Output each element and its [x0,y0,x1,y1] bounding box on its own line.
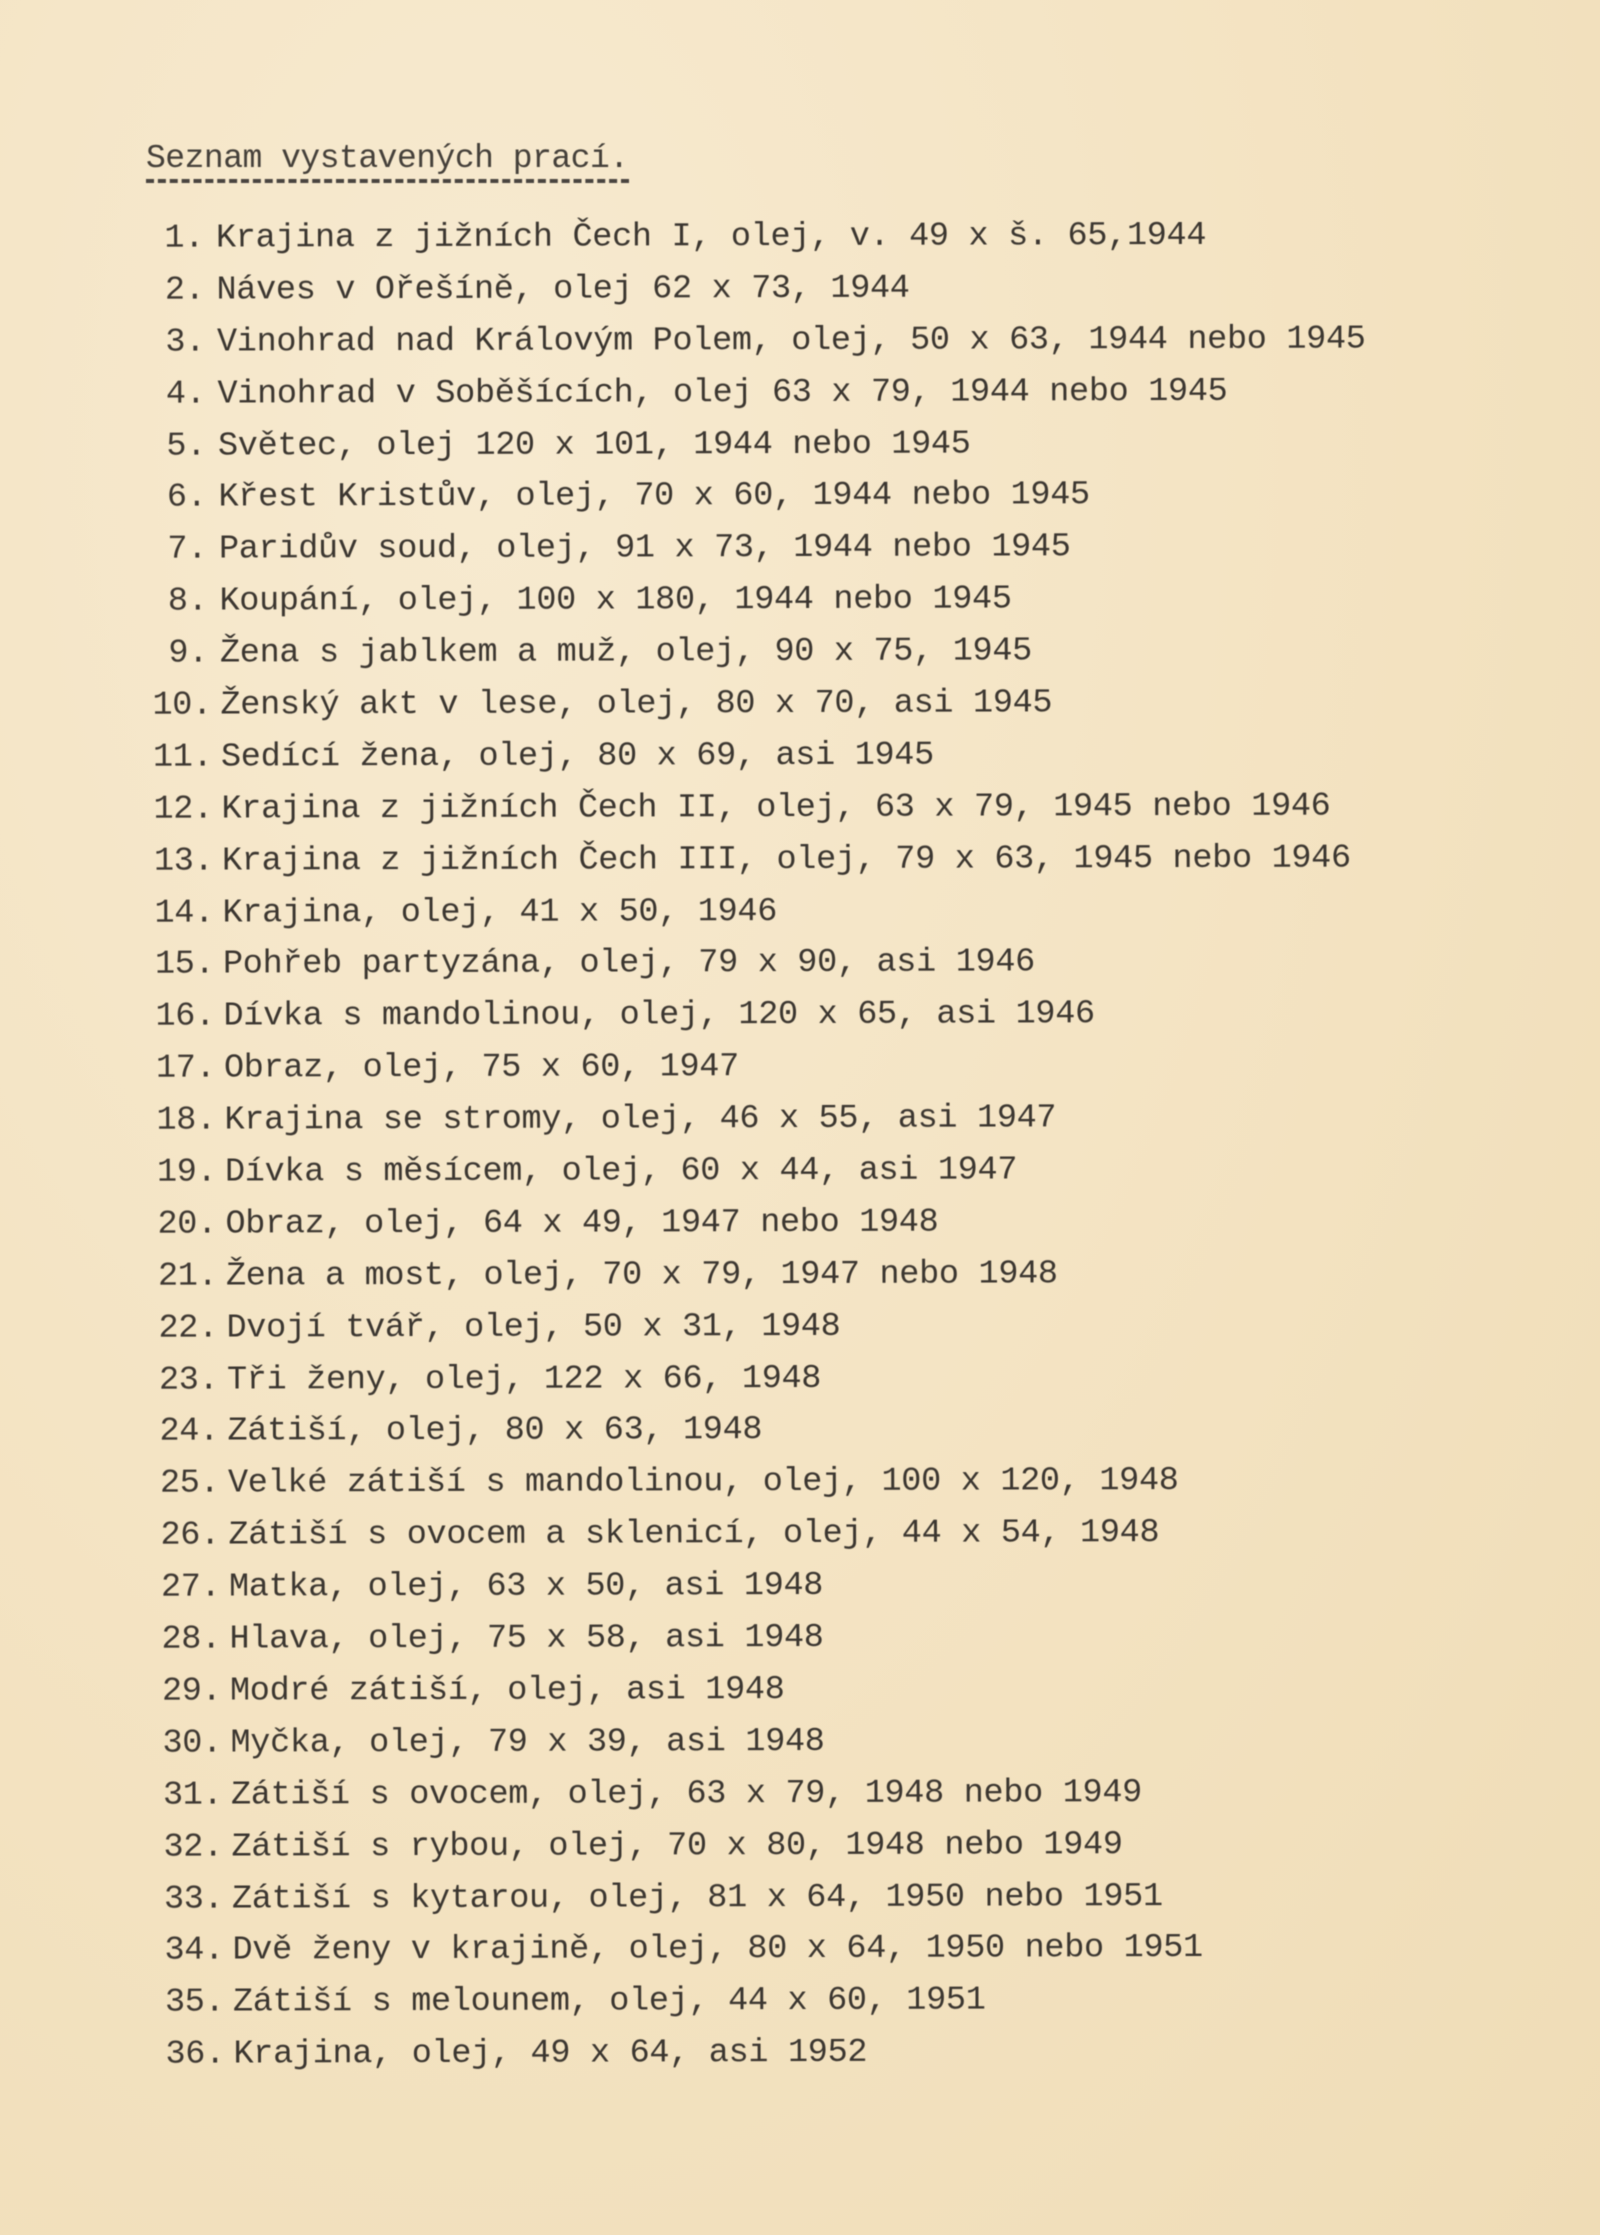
list-item [150,470,1450,525]
item-text: Krajina z jižních Čech III, olej, 79 x 63, 1945 nebo 1946 [221,839,1351,881]
list-item [158,1300,1458,1355]
item-text: Obraz, olej, 75 x 60, 1947 [223,1048,739,1088]
item-number: 21. [157,1257,218,1296]
item-text: Modré zátiší, olej, asi 1948 [229,1671,785,1711]
list-item [151,574,1451,629]
item-text: Dvojí tvář, olej, 50 x 31, 1948 [226,1307,841,1348]
list-item [149,314,1449,369]
item-number: 35. [164,1983,225,2022]
item-text: Zátiší s ovocem a sklenicí, olej, 44 x 54, 1948 [228,1514,1160,1555]
item-text: Zátiší s kytarou, olej, 81 x 64, 1950 nebo 1951 [231,1877,1163,1919]
list-item [151,522,1451,577]
list-item [156,1041,1456,1096]
item-number: 28. [161,1620,221,1659]
item-text: Myčka, olej, 79 x 39, asi 1948 [230,1722,825,1763]
item-text: Krajina se stromy, olej, 46 x 55, asi 1947 [224,1099,1057,1140]
item-text: Zátiší s ovocem, olej, 63 x 79, 1948 nebo 1949 [230,1773,1142,1815]
list-item [153,781,1453,836]
list-item [159,1352,1459,1407]
exhibited-works-list [148,212,1448,2080]
item-text: Zátiší s rybou, olej, 70 x 80, 1948 nebo 1949 [231,1825,1123,1867]
list-item [163,1767,1463,1822]
list-item [159,1404,1459,1459]
item-text: Koupání, olej, 100 x 180, 1944 nebo 1945 [219,580,1012,621]
item-text: Ženský akt v lese, olej, 80 x 70, asi 1945 [220,684,1053,725]
item-number: 32. [163,1828,223,1867]
item-text: Vinohrad v Soběšících, olej 63 x 79, 1944 nebo 1945 [217,372,1228,414]
list-item [161,1559,1461,1614]
item-number: 17. [155,1049,216,1088]
list-item [154,833,1454,888]
list-item [148,262,1448,317]
list-item [158,1248,1458,1303]
item-number: 29. [161,1672,222,1711]
item-number: 10. [152,686,212,725]
list-item [153,729,1453,784]
item-number: 12. [153,790,213,829]
item-text: Zátiší, olej, 80 x 63, 1948 [227,1411,763,1452]
item-number: 18. [156,1101,216,1140]
item-number: 11. [152,738,213,777]
list-item [160,1508,1460,1563]
item-number: 5. [166,427,207,466]
item-text: Náves v Ořešíně, olej 62 x 73, 1944 [216,269,910,310]
item-text: Křest Kristův, olej, 70 x 60, 1944 nebo 1945 [218,476,1090,517]
item-text: Dívka s mandolinou, olej, 120 x 65, asi 1946 [223,995,1095,1036]
item-number: 2. [164,271,205,310]
list-item [160,1456,1460,1511]
item-text: Krajina z jižních Čech I, olej, v. 49 x š. 65,1944 [215,216,1207,258]
list-item [165,1975,1465,2030]
list-item [161,1611,1461,1666]
list-item [164,1923,1464,1978]
list-item [162,1715,1462,1770]
item-text: Vinohrad nad Královým Polem, olej, 50 x 63, 1944 nebo 1945 [216,320,1366,362]
list-item [165,2026,1465,2081]
list-item [162,1663,1462,1718]
document-title: Seznam vystavených prací. [146,140,629,183]
item-number: 14. [154,894,214,933]
item-number: 3. [165,323,206,362]
item-number: 4. [165,375,206,414]
item-text: Paridův soud, olej, 91 x 73, 1944 nebo 1945 [218,528,1071,569]
list-item [157,1196,1457,1251]
item-text: Zátiší s melounem, olej, 44 x 60, 1951 [232,1981,986,2022]
list-item [148,210,1448,265]
item-text: Sedící žena, olej, 80 x 69, asi 1945 [220,736,934,777]
item-number: 23. [158,1361,219,1400]
item-number: 19. [156,1153,217,1192]
item-text: Krajina z jižních Čech II, olej, 63 x 79, 1945 nebo 1946 [221,787,1331,829]
item-number: 33. [163,1880,224,1919]
item-number: 1. [164,219,205,258]
list-item [157,1144,1457,1199]
list-item [154,885,1454,940]
list-item [155,937,1455,992]
item-number: 6. [166,479,207,518]
item-number: 30. [162,1724,222,1763]
list-item [150,418,1450,473]
item-text: Hlava, olej, 75 x 58, asi 1948 [229,1619,824,1659]
item-text: Žena a most, olej, 70 x 79, 1947 nebo 1948 [225,1255,1058,1296]
list-item [152,625,1452,680]
item-text: Pohřeb partyzána, olej, 79 x 90, asi 1946 [222,943,1035,984]
item-text: Tři ženy, olej, 122 x 66, 1948 [226,1359,822,1400]
item-number: 16. [155,997,215,1037]
item-number: 13. [153,842,214,881]
list-item [155,989,1455,1044]
item-number: 27. [160,1568,221,1607]
list-item [163,1819,1463,1874]
list-item [152,677,1452,732]
list-item [149,366,1449,421]
item-text: Matka, olej, 63 x 50, asi 1948 [228,1567,824,1607]
item-number: 34. [164,1931,224,1971]
item-text: Krajina, olej, 41 x 50, 1946 [222,892,778,933]
item-number: 20. [157,1205,217,1244]
item-text: Světec, olej 120 x 101, 1944 nebo 1945 [217,425,971,466]
item-number: 26. [160,1516,220,1555]
item-text: Obraz, olej, 64 x 49, 1947 nebo 1948 [225,1203,939,1244]
item-number: 31. [162,1776,223,1815]
item-text: Krajina, olej, 49 x 64, asi 1952 [233,2034,868,2074]
item-number: 15. [154,946,215,985]
item-number: 9. [168,634,209,673]
item-number: 24. [159,1413,219,1452]
item-number: 7. [167,530,208,570]
item-text: Dívka s měsícem, olej, 60 x 44, asi 1947 [224,1151,1018,1192]
item-number: 25. [159,1464,220,1504]
item-number: 36. [165,2035,225,2074]
list-item [156,1092,1456,1147]
item-text: Velké zátiší s mandolinou, olej, 100 x 120, 1948 [227,1462,1179,1503]
list-item [164,1871,1464,1926]
item-number: 22. [158,1309,218,1348]
item-text: Žena s jablkem a muž, olej, 90 x 75, 1945 [219,632,1032,673]
item-number: 8. [167,582,208,621]
item-text: Dvě ženy v krajině, olej, 80 x 64, 1950 nebo 1951 [232,1929,1203,1970]
